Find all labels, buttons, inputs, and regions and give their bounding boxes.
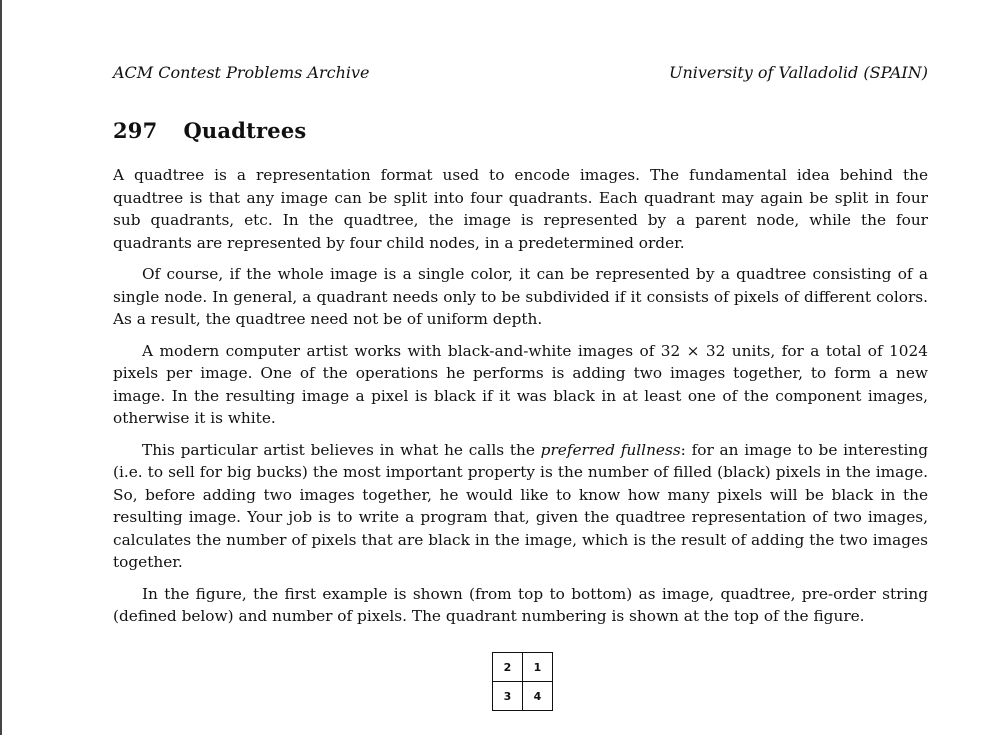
paragraph-single-color: Of course, if the whole image is a single color, it can be represented by a quadtree consisting of a single node. In general, a quadrant needs only to be subdivided if it consists of pixels of different colors. As a result, the quadtree need not be of uniform depth. — [113, 265, 928, 328]
problem-name: Quadtrees — [183, 118, 307, 143]
paragraph-intro: A quadtree is a representation format used to encode images. The fundamental idea behind the quadtree is that any image can be split into four quadrants. Each quadrant may again be split in four sub quadrants, etc. In the quadtree, the image is represented by a parent node, while the four quadrants are represented by four child nodes, in a predetermined order. — [113, 166, 928, 252]
problem-statement — [113, 164, 928, 637]
quadrant-cell-top-left: 2 — [493, 653, 523, 682]
paragraph-text-after: : for an image to be interesting (i.e. to sell for big bucks) the most important property is the number of filled (black) pixels in the image. So, before adding two images together, he would like to know how many pixels will be black in the resulting image. Your job is to write a program that, given the quadtree representation of two images, calculates the number of pixels that are black in the image, which is the result of adding the two images together. — [113, 440, 928, 571]
header-archive-name: ACM Contest Problems Archive — [113, 63, 370, 82]
quadrant-cell-bottom-left: 3 — [493, 682, 523, 711]
quadrant-cell-top-right: 1 — [523, 653, 553, 682]
paragraph-artist: A modern computer artist works with black-and-white images of 32 × 32 units, for a total of 1024 pixels per image. One of the operations he performs is adding two images together, to form a new image. In the resulting image a pixel is black if it was black in at least one of the component images, otherwise it is white. — [113, 341, 928, 427]
emphasis-preferred-fullness: preferred fullness — [540, 440, 681, 459]
paragraph-figure-description: In the figure, the first example is shown (from top to bottom) as image, quadtree, pre-order string (defined below) and number of pixels. The quadrant numbering is shown at the top of the figure. — [113, 584, 928, 625]
problem-title — [113, 118, 306, 143]
header-university: University of Valladolid (SPAIN) — [668, 63, 928, 82]
problem-number: 297 — [113, 118, 158, 143]
running-header — [113, 63, 928, 82]
paragraph-text-before: This particular artist believes in what he calls the — [142, 440, 541, 459]
quadrant-cell-bottom-right: 4 — [523, 682, 553, 711]
quadrant-numbering-grid — [492, 652, 553, 711]
paragraph-preferred-fullness — [113, 439, 928, 574]
page-left-edge — [0, 0, 2, 735]
